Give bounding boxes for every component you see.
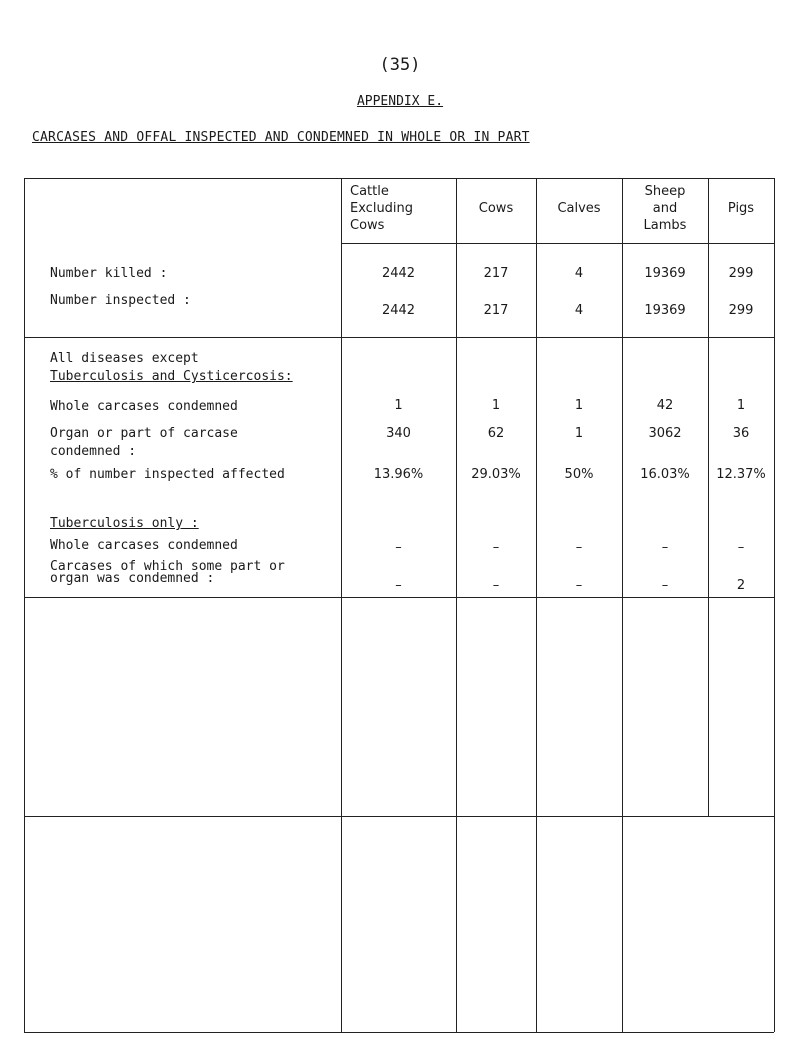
section-divider-3 xyxy=(24,816,774,817)
row-label-tb-organ-line2: organ was condemned : xyxy=(50,571,215,586)
col-header-pigs: Pigs xyxy=(727,201,755,216)
cell-inspected-cattle: 2442 xyxy=(381,303,416,318)
cell-tb-whole-sheep: – xyxy=(661,540,669,555)
cell-tb-organ-calves: – xyxy=(575,578,583,593)
row-label-number-inspected: Number inspected : xyxy=(50,293,191,308)
col-header-sheep-line1: Sheep xyxy=(644,184,686,199)
row-label-organ-condemned-line1: Organ or part of carcase xyxy=(50,426,238,441)
cell-tb-whole-cows: – xyxy=(492,540,500,555)
cell-ad-organ-cows: 62 xyxy=(487,426,505,441)
cell-tb-whole-cattle: – xyxy=(395,540,402,555)
cell-ad-organ-cattle: 340 xyxy=(386,426,411,441)
table-bottom-border xyxy=(24,1032,774,1033)
cell-killed-cattle: 2442 xyxy=(381,266,416,281)
cell-ad-pct-calves: 50% xyxy=(564,467,594,482)
col-header-sheep-line3: Lambs xyxy=(643,218,687,233)
cell-ad-organ-pigs: 36 xyxy=(732,426,750,441)
col-header-cattle xyxy=(350,183,413,234)
table-heading: CARCASES AND OFFAL INSPECTED AND CONDEMNED IN WHOLE OR IN PART xyxy=(32,130,530,145)
cell-inspected-cows: 217 xyxy=(483,303,509,318)
header-bottom-border xyxy=(341,243,774,244)
section-divider-2 xyxy=(24,597,774,598)
section-title-tuberculosis: Tuberculosis only : xyxy=(50,516,199,531)
col-header-calves: Calves xyxy=(557,201,601,216)
cell-tb-organ-cattle: – xyxy=(395,578,402,593)
row-label-whole-carcases: Whole carcases condemned xyxy=(50,399,238,414)
section-title-all-diseases-line2: Tuberculosis and Cysticercosis: xyxy=(50,369,293,384)
row-label-pct-affected: % of number inspected affected xyxy=(50,467,285,482)
section-title-all-diseases-line1: All diseases except xyxy=(50,351,199,366)
cell-tb-whole-pigs: – xyxy=(737,540,745,555)
col-header-sheep-line2: and xyxy=(652,201,678,216)
section-divider-1 xyxy=(24,337,774,338)
cell-inspected-sheep: 19369 xyxy=(644,303,686,318)
appendix-label: APPENDIX E. xyxy=(356,94,444,109)
cell-killed-calves: 4 xyxy=(574,266,584,281)
cell-ad-whole-calves: 1 xyxy=(574,398,584,413)
col-header-cattle-line3: Cows xyxy=(350,218,385,233)
table-top-border xyxy=(24,178,774,179)
cell-tb-whole-calves: – xyxy=(575,540,583,555)
cell-killed-pigs: 299 xyxy=(728,266,754,281)
cell-ad-pct-sheep: 16.03% xyxy=(640,467,690,482)
table-right-border xyxy=(774,178,775,1032)
cell-ad-pct-cows: 29.03% xyxy=(471,467,521,482)
col-header-cattle-line1: Cattle xyxy=(350,184,389,199)
row-label-organ-condemned-line2: condemned : xyxy=(50,444,137,459)
page-number: (35) xyxy=(379,55,421,75)
col-header-cattle-line2: Excluding xyxy=(350,201,414,216)
row-label-number-killed: Number killed : xyxy=(50,266,168,281)
cell-ad-pct-cattle: 13.96% xyxy=(373,467,424,482)
cell-ad-whole-sheep: 42 xyxy=(656,398,674,413)
cell-ad-organ-calves: 1 xyxy=(574,426,584,441)
cell-ad-whole-cattle: 1 xyxy=(394,398,403,413)
col-header-cows: Cows xyxy=(478,201,514,216)
cell-inspected-pigs: 299 xyxy=(728,303,754,318)
cell-ad-organ-sheep: 3062 xyxy=(648,426,682,441)
cell-tb-organ-cows: – xyxy=(492,578,500,593)
row-label-tb-whole: Whole carcases condemned xyxy=(50,538,238,553)
cell-killed-sheep: 19369 xyxy=(644,266,686,281)
cell-killed-cows: 217 xyxy=(483,266,509,281)
cell-inspected-calves: 4 xyxy=(574,303,584,318)
row-label-tb-organ-line1: Carcases of which some part or xyxy=(50,559,285,574)
cell-ad-whole-pigs: 1 xyxy=(736,398,746,413)
table-left-border xyxy=(24,178,25,1032)
cell-ad-pct-pigs: 12.37% xyxy=(716,467,766,482)
cell-tb-organ-pigs: 2 xyxy=(736,578,746,593)
col-header-sheep xyxy=(622,183,708,234)
cell-tb-organ-sheep: – xyxy=(661,578,669,593)
cell-ad-whole-cows: 1 xyxy=(491,398,501,413)
